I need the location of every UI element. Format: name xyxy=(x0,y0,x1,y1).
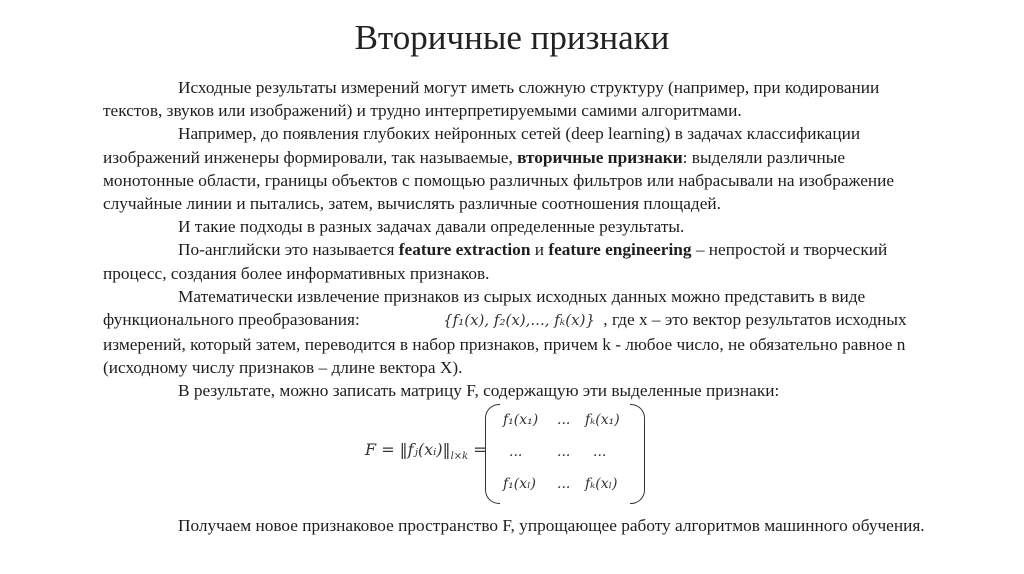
p2-bold-term: вторичные признаки xyxy=(517,147,683,167)
matrix-cell: f₁(xₗ) xyxy=(503,476,537,492)
p5-text-b: , где x – это вектор результатов исходных измерений, который затем, переводится в набор признаков, причем k - любое число, не обязательно равное n (исходному числу признаков – длине вектора X). xyxy=(103,310,907,377)
paragraph-5 xyxy=(103,285,933,379)
matrix-cell: ... xyxy=(557,412,571,428)
matrix-cell: f₁(x₁) xyxy=(503,412,539,428)
matrix-cell: ... xyxy=(509,444,523,460)
matrix-label xyxy=(365,440,487,462)
paragraph-7-wrap xyxy=(103,514,933,537)
p4-text-a: По-английски это называется xyxy=(178,240,399,260)
matrix-equals: = xyxy=(468,440,487,459)
matrix-body xyxy=(485,404,645,504)
matrix-cell: ... xyxy=(593,444,607,460)
p4-bold-term-2: feature engineering xyxy=(548,240,692,260)
p4-text-b: – непростой и творческий процесс, создания более информативных признаков. xyxy=(103,240,888,283)
paragraph-6: В результате, можно записать матрицу F, содержащую эти выделенные признаки: xyxy=(178,381,780,401)
slide-title: Вторичные признаки xyxy=(354,18,670,57)
paragraph-1: Исходные результаты измерений могут иметь сложную структуру (например, при кодировании текстов, звуков или изображений) и трудно интерпретируемыми самими алгоритмами. xyxy=(103,78,880,121)
paragraph-2 xyxy=(103,122,933,215)
matrix-label-text: F = ‖fⱼ(xᵢ)‖ xyxy=(365,440,451,459)
paragraph-3: И такие подходы в разных задачах давали определенные результаты. xyxy=(178,217,685,237)
paragraph-4 xyxy=(103,238,933,284)
p2-text-a: Например, до появления глубоких нейронных сетей (deep learning) в задачах классификации изображений инженеры формировали, так называемые, xyxy=(103,124,861,167)
slide-body xyxy=(103,76,933,402)
paragraph-7: Получаем новое признаковое пространство F, упрощающее работу алгоритмов машинного обучения. xyxy=(178,516,925,535)
left-paren-icon xyxy=(485,404,500,504)
matrix-cell: fₖ(xₗ) xyxy=(585,476,618,492)
matrix-cell: fₖ(x₁) xyxy=(585,412,620,428)
inline-formula: {f₁(x), f₂(x),..., fₖ(x)} xyxy=(443,311,595,330)
p5-text-a: Математически извлечение признаков из сырых исходных данных можно представить в виде функционального преобразования: xyxy=(103,286,866,330)
p4-text-mid: и xyxy=(530,240,549,260)
p2-text-b: : выделяли различные монотонные области, границы объектов с помощью различных фильтров или набрасывали на изображение случайные линии и пытались, затем, вычислять различные соотношения площадей. xyxy=(103,147,895,214)
right-paren-icon xyxy=(630,404,645,504)
matrix-cell: ... xyxy=(557,444,571,460)
matrix-formula xyxy=(365,404,665,504)
matrix-cell: ... xyxy=(557,476,571,492)
matrix-label-subscript: l×k xyxy=(450,451,469,463)
p4-bold-term-1: feature extraction xyxy=(398,240,531,260)
